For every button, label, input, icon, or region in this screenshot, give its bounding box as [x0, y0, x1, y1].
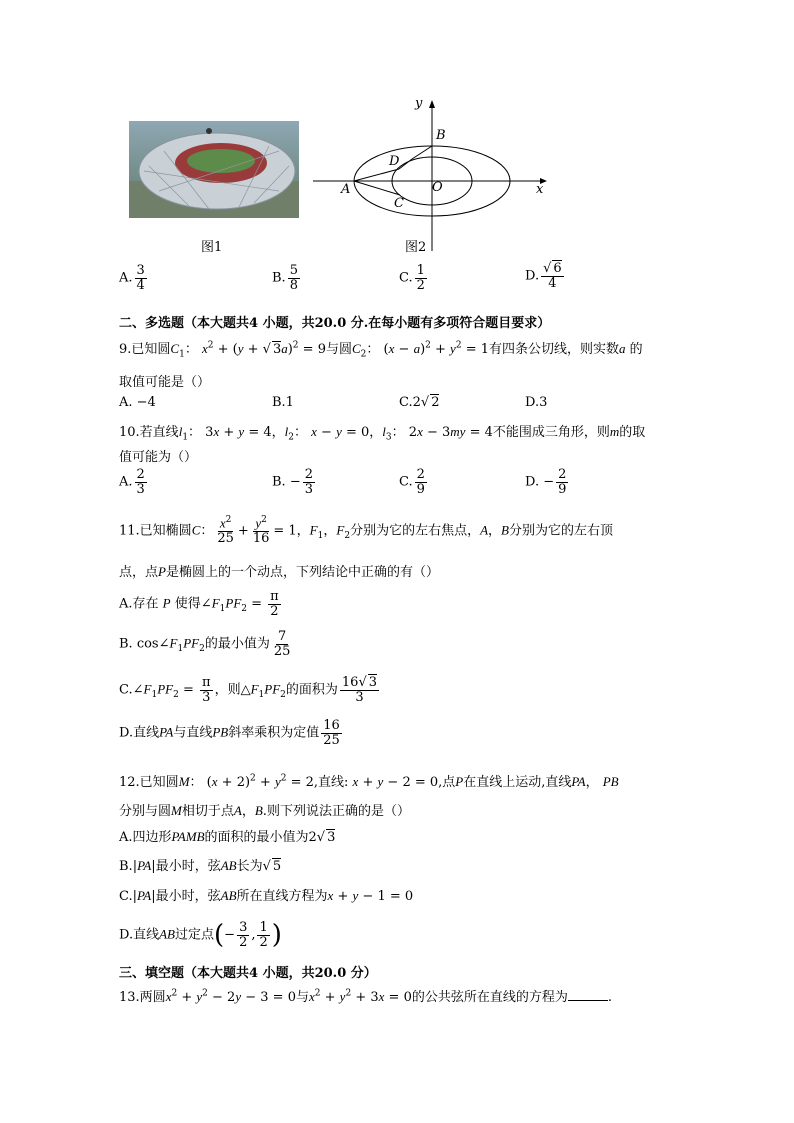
q12-option-b: B.|PA|最小时，弦AB长为√ 5: [119, 858, 282, 874]
q10-line-1: 10.若直线$l_1$： 3x + y = 4，$l_2$： x − y = 0，$l_3$： 2x − 3my = 4不能围成三角形，则m的取: [119, 424, 646, 443]
section-2-heading: 二、多选题（本大题共4 小题，共20.0 分.在每小题有多项符合题目要求）: [119, 316, 551, 331]
q13-line: 13.两圆$x^2 + y^2 - 2y - 3 = 0$与$x^2 + y^2 + 3x = 0$的公共弦所在直线的方程为 .: [119, 988, 612, 1005]
figure-1-photo: [129, 121, 299, 218]
q8-option-c: C. $\frac{1}{2}$: [399, 263, 425, 293]
q11-option-b: B. $\cos\angle F_1PF_2$的最小值为 $\frac{7}{25}$: [119, 629, 291, 659]
q8-option-a: A. $\frac{3}{4}$: [119, 263, 145, 293]
q13-answer-blank[interactable]: [568, 989, 608, 1001]
q8-option-d: D. $\frac{√ 6}{4}$: [525, 261, 562, 291]
q10-option-c: C. $\frac{2}{9}$: [399, 467, 425, 497]
q11-option-c: $C.\angle F_1PF_2$ = $\frac{\pi}{3}$ ，则$\triangle F_1PF_2$的面积为 $\frac{16√ 3}{3}$: [119, 675, 378, 705]
q11-option-d: D.直线PA与直线PB斜率乘积为定值 $\frac{16}{25}$: [119, 718, 340, 748]
q9-line-2: 取值可能是（）: [119, 375, 211, 390]
figure-1-caption: 图1: [201, 240, 223, 255]
section-3-heading: 三、填空题（本大题共4 小题，共20.0 分）: [119, 966, 377, 981]
figure-2-diagram: [305, 96, 550, 256]
q10-option-b: B. − $\frac{2}{3}$: [272, 467, 313, 497]
q12-line-1: 12.已知圆M： $(x + 2)^2 + y^2 = 2$,直线: x + y − 2 = 0,点P在直线上运动,直线PA， PB: [119, 773, 619, 790]
fig2-label-c: C: [394, 196, 404, 211]
q9-option-a: A. −4: [119, 395, 156, 410]
q9-option-d: D.3: [525, 395, 548, 410]
q8-option-b: B. $\frac{5}{8}$: [272, 263, 298, 293]
q12-option-a: A.四边形PAMB的面积的最小值为2√ 3: [119, 829, 336, 845]
q12-line-2: 分别与圆M相切于点A，B.则下列说法正确的是（）: [119, 803, 410, 819]
fig2-label-y: y: [415, 96, 423, 111]
fig2-label-x: x: [536, 182, 544, 197]
q11-option-a: A.存在 P 使得$\angle F_1PF_2$ = $\frac{\pi}{2}$: [119, 589, 279, 619]
q9-option-b: B.1: [272, 395, 294, 410]
fig2-label-b: B: [436, 128, 446, 143]
q12-option-d: D.直线AB过定点(− $\frac{3}{2}$ , $\frac{1}{2}$ ): [119, 919, 282, 950]
q11-line-2: 点，点P是椭圆上的一个动点，下列结论中正确的有（）: [119, 564, 439, 580]
q9-option-c: C.2√ 2: [399, 395, 440, 410]
figure-2-caption: 图2: [405, 240, 427, 255]
q12-option-c: C.|PA|最小时，弦AB所在直线方程为x + y − 1 = 0: [119, 888, 414, 904]
q11-line-1: 11.已知椭圆C： $\frac{x^2}{25}$ + $\frac{y^2}{16}$ = 1，$F_1$，$F_2$分别为它的左右焦点，A，B分别为它的左右顶: [119, 515, 614, 546]
fig2-label-d: D: [389, 154, 400, 169]
fig2-label-o: O: [432, 180, 443, 195]
q9-line-1: 9.已知圆$C_1$： $x^2 + (y$ + √ 3a)$^2$ = 9与圆$C_2$： $(x - a)^2 + y^2 = 1$有四条公切线，则实数a 的: [119, 340, 643, 360]
q10-option-d: D. − $\frac{2}{9}$: [525, 467, 567, 497]
q10-option-a: A. $\frac{2}{3}$: [119, 467, 145, 497]
q10-line-2: 值可能为（）: [119, 450, 198, 465]
fig2-label-a: A: [341, 182, 351, 197]
